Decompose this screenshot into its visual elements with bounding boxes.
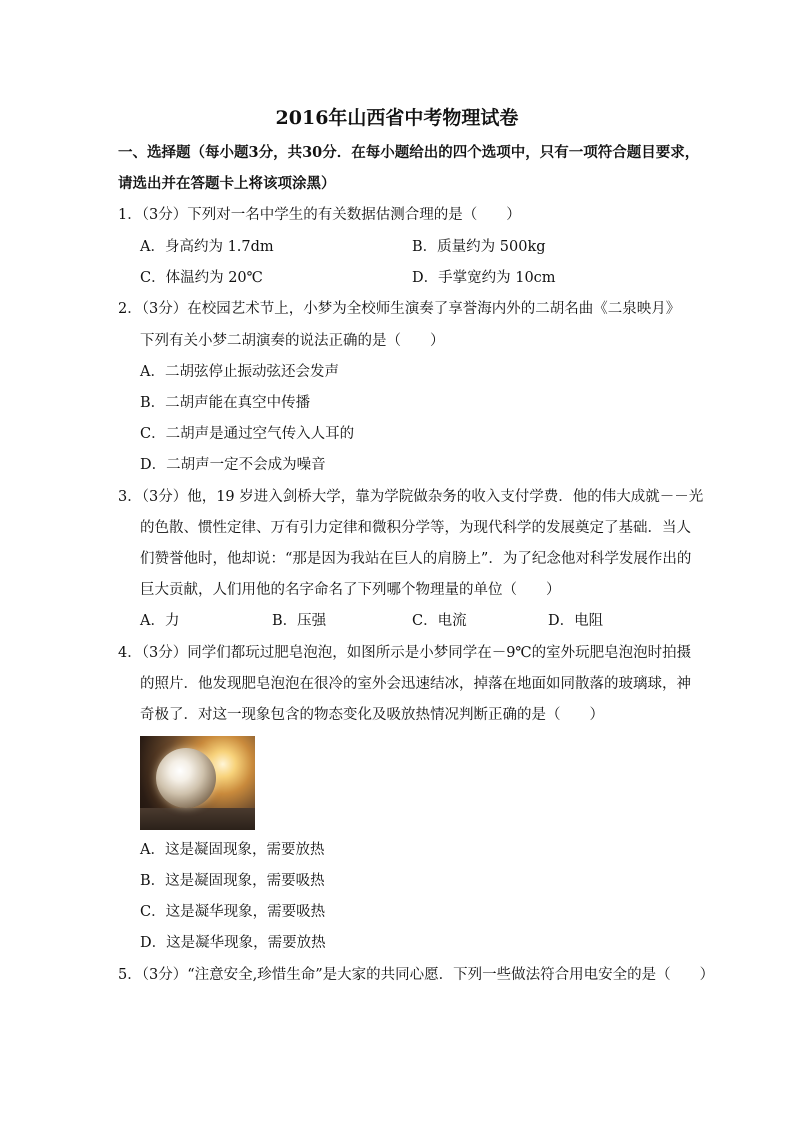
- q4-stem-line2: 的照片．他发现肥皂泡泡在很冷的室外会迅速结冰，掉落在地面如同散落的玻璃球，神: [140, 676, 691, 692]
- frozen-soap-bubble-photo: [140, 736, 255, 830]
- q4-option-a: A．这是凝固现象，需要放热: [140, 842, 325, 858]
- q1-option-c: C．体温约为 20℃: [140, 270, 263, 286]
- q4-option-c: C．这是凝华现象，需要吸热: [140, 904, 326, 920]
- q2-option-a: A．二胡弦停止振动弦还会发声: [140, 364, 339, 380]
- photo-bubble: [156, 748, 216, 808]
- q1-option-a: A．身高约为 1.7dm: [140, 239, 274, 255]
- page-title: 2016年山西省中考物理试卷: [275, 107, 519, 129]
- q3-stem-line2: 的色散、惯性定律、万有引力定律和微积分学等，为现代科学的发展奠定了基础．当人: [140, 520, 691, 536]
- q1-option-b: B．质量约为 500kg: [412, 239, 546, 255]
- q3-option-d: D．电阻: [548, 613, 604, 629]
- q4-stem-line1: 4．（3分）同学们都玩过肥皂泡泡，如图所示是小梦同学在－9℃的室外玩肥皂泡泡时拍摄: [118, 645, 692, 661]
- q3-stem-line1: 3．（3分）他，19 岁进入剑桥大学，靠为学院做杂务的收入支付学费．他的伟大成就－－光: [118, 489, 704, 505]
- photo-ground: [140, 808, 255, 830]
- q2-stem-line2: 下列有关小梦二胡演奏的说法正确的是（ ）: [140, 333, 445, 349]
- q2-option-b: B．二胡声能在真空中传播: [140, 395, 311, 411]
- q4-option-d: D．这是凝华现象，需要放热: [140, 935, 326, 951]
- q3-option-c: C．电流: [412, 613, 467, 629]
- q3-option-b: B．压强: [272, 613, 327, 629]
- q3-stem-line4: 巨大贡献，人们用他的名字命名了下列哪个物理量的单位（ ）: [140, 582, 561, 598]
- section-heading-line1: 一、选择题（每小题3分，共30分．在每小题给出的四个选项中，只有一项符合题目要求，: [118, 144, 700, 161]
- q2-option-c: C．二胡声是通过空气传入人耳的: [140, 426, 355, 442]
- q4-option-b: B．这是凝固现象，需要吸热: [140, 873, 325, 889]
- q3-stem-line3: 们赞誉他时，他却说：“那是因为我站在巨人的肩膀上”．为了纪念他对科学发展作出的: [140, 551, 692, 567]
- q1-stem: 1．（3分）下列对一名中学生的有关数据估测合理的是（ ）: [118, 207, 521, 223]
- q3-option-a: A．力: [140, 613, 180, 629]
- q5-stem-line1: 5．（3分）“注意安全,珍惜生命”是大家的共同心愿．下列一些做法符合用电安全的是（ ）: [118, 967, 715, 983]
- q4-stem-line3: 奇极了．对这一现象包含的物态变化及吸放热情况判断正确的是（ ）: [140, 707, 604, 723]
- q2-option-d: D．二胡声一定不会成为噪音: [140, 457, 326, 473]
- section-heading-line2: 请选出并在答题卡上将该项涂黑）: [118, 175, 336, 192]
- q2-stem-line1: 2．（3分）在校园艺术节上，小梦为全校师生演奏了享誉海内外的二胡名曲《二泉映月》: [118, 301, 681, 317]
- q1-option-d: D．手掌宽约为 10cm: [412, 270, 556, 286]
